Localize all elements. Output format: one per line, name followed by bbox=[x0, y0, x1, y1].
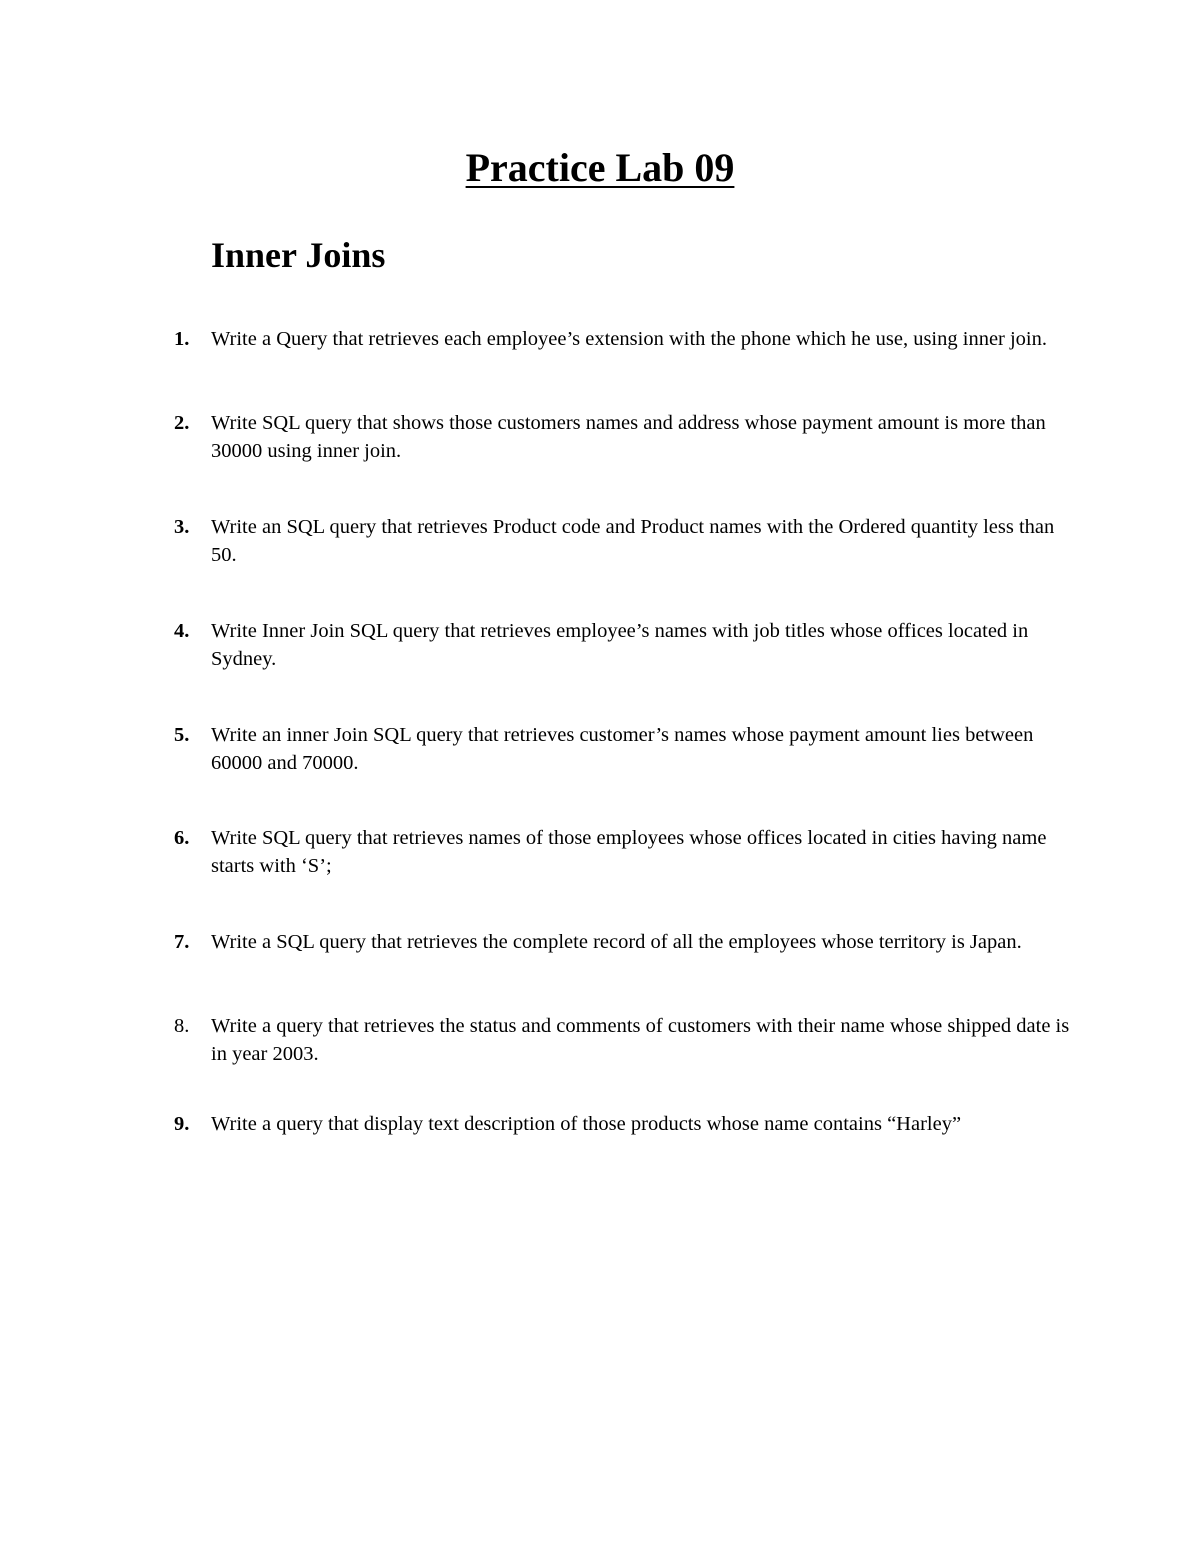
document-title-text: Practice Lab 09 bbox=[465, 145, 735, 190]
question-number: 7. bbox=[174, 931, 190, 953]
question-text: Write a Query that retrieves each employee’s extension with the phone which he use, using inner join. bbox=[211, 328, 1048, 350]
question-number: 3. bbox=[174, 516, 190, 538]
question-text: Write SQL query that retrieves names of those employees whose offices located in cities having name starts with ‘S’; bbox=[211, 827, 1047, 877]
question-number: 9. bbox=[174, 1113, 190, 1135]
document-title bbox=[0, 144, 1200, 192]
question-text: Write a SQL query that retrieves the complete record of all the employees whose territory is Japan. bbox=[211, 931, 1022, 953]
question-text: Write an SQL query that retrieves Product code and Product names with the Ordered quantity less than 50. bbox=[211, 516, 1055, 566]
question-text: Write a query that display text description of those products whose name contains “Harley” bbox=[211, 1113, 962, 1135]
question-number: 6. bbox=[174, 827, 190, 849]
question-text: Write Inner Join SQL query that retrieves employee’s names with job titles whose offices located in Sydney. bbox=[211, 620, 1029, 670]
question-number: 1. bbox=[174, 328, 190, 350]
question-number: 4. bbox=[174, 620, 190, 642]
question-number: 2. bbox=[174, 412, 190, 434]
question-text: Write SQL query that shows those customers names and address whose payment amount is more than 30000 using inner join. bbox=[211, 412, 1046, 462]
question-number: 5. bbox=[174, 724, 190, 746]
question-text: Write a query that retrieves the status and comments of customers with their name whose shipped date is in year 2003. bbox=[211, 1015, 1070, 1065]
question-number: 8. bbox=[174, 1015, 190, 1037]
question-text: Write an inner Join SQL query that retrieves customer’s names whose payment amount lies between 60000 and 70000. bbox=[211, 724, 1034, 774]
section-heading: Inner Joins bbox=[211, 235, 386, 275]
